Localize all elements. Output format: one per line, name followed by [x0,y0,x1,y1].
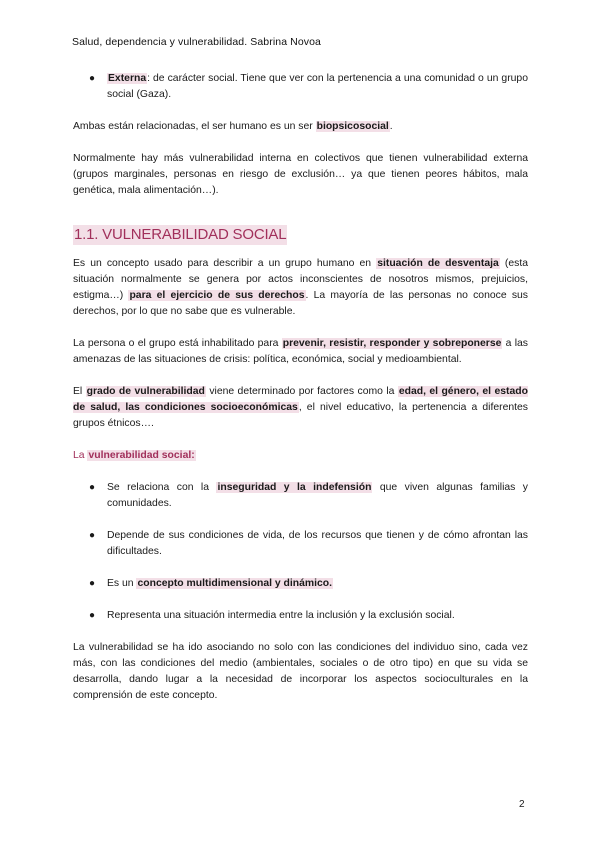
highlighted-term: Externa [108,73,147,84]
bullet-icon: ● [89,73,96,84]
page-number: 2 [519,799,525,810]
subheading: La vulnerabilidad social: [73,450,195,461]
highlighted-term: para el ejercicio de sus derechos [129,290,305,301]
highlighted-term: situación de desventaja [377,258,499,269]
list-item: ● Depende de sus condiciones de vida, de los recursos que tienen y de cómo afrontan las dificultades. [89,530,528,557]
highlighted-term: concepto multidimensional y dinámico. [137,578,333,589]
bullet-icon: ● [89,530,96,541]
highlighted-term: grado de vulnerabilidad [86,386,205,397]
section-heading [73,225,528,245]
bullet-list [73,480,528,624]
paragraph-normalmente: Normalmente hay más vulnerabilidad interna en colectivos que tienen vulnerabilidad externa (grupos marginales, personas en riesgo de exclusión… ya que tienen peores hábitos, mala genética, mala alimentación…). [73,153,528,196]
bullet-icon: ● [89,482,96,493]
list-item-text: : de carácter social. Tiene que ver con la pertenencia a una comunidad o un grupo social (Gaza). [107,73,528,100]
list-item: ● Se relaciona con la inseguridad y la indefensión que viven algunas familias y comunidades. [89,482,529,509]
paragraph-concepto: Es un concepto usado para describir a un grupo humano en situación de desventaja (esta situación normalmente se genera por actos inconscientes de nosotros mismos, prejuicios, estigma…) para el ejercicio de sus derechos. La mayoría de las personas no conoce sus derechos, por lo que no sabe que es vulnerable. [73,258,528,317]
list-item: ● Es un concepto multidimensional y dinámico. [73,576,528,592]
paragraph-persona: La persona o el grupo está inhabilitado para prevenir, resistir, responder y sobreponerse a las amenazas de las situaciones de crisis: política, económica, social y medioambiental. [73,338,528,365]
bullet-icon: ● [89,578,96,589]
paragraph-final: La vulnerabilidad se ha ido asociando no solo con las condiciones del individuo sino, cada vez más, con las condiciones del medio (ambientales, sociales o de otro tipo) en que su vida se desarrolla, dando lugar a la necesidad de incorporar los aspectos socioculturales en la comprensión de este concepto. [73,642,528,701]
list-item [73,71,528,103]
list-item: ● Representa una situación intermedia entre la inclusión y la exclusión social. [73,608,528,624]
paragraph-ambas: Ambas están relacionadas, el ser humano es un ser biopsicosocial. [73,121,393,132]
paragraph-grado: El grado de vulnerabilidad viene determinado por factores como la edad, el género, el estado de salud, las condiciones socioeconómicas, el nivel educativo, la pertenencia a diferentes grupos étnicos…. [73,386,529,429]
section-title: 1.1. VULNERABILIDAD SOCIAL [74,226,287,243]
highlighted-term: edad, el género, el estado de salud, las condiciones socioeconómicas [73,386,528,413]
highlighted-term: biopsicosocial [316,121,389,132]
page-content [73,71,528,704]
bullet-icon: ● [89,610,96,621]
highlighted-term: vulnerabilidad social: [88,450,195,461]
intro-bullet-list [73,71,528,103]
page-header: Salud, dependencia y vulnerabilidad. Sabrina Novoa [72,36,322,48]
highlighted-term: inseguridad y la indefensión [217,482,372,493]
highlighted-term: prevenir, resistir, responder y sobreponerse [282,338,502,349]
